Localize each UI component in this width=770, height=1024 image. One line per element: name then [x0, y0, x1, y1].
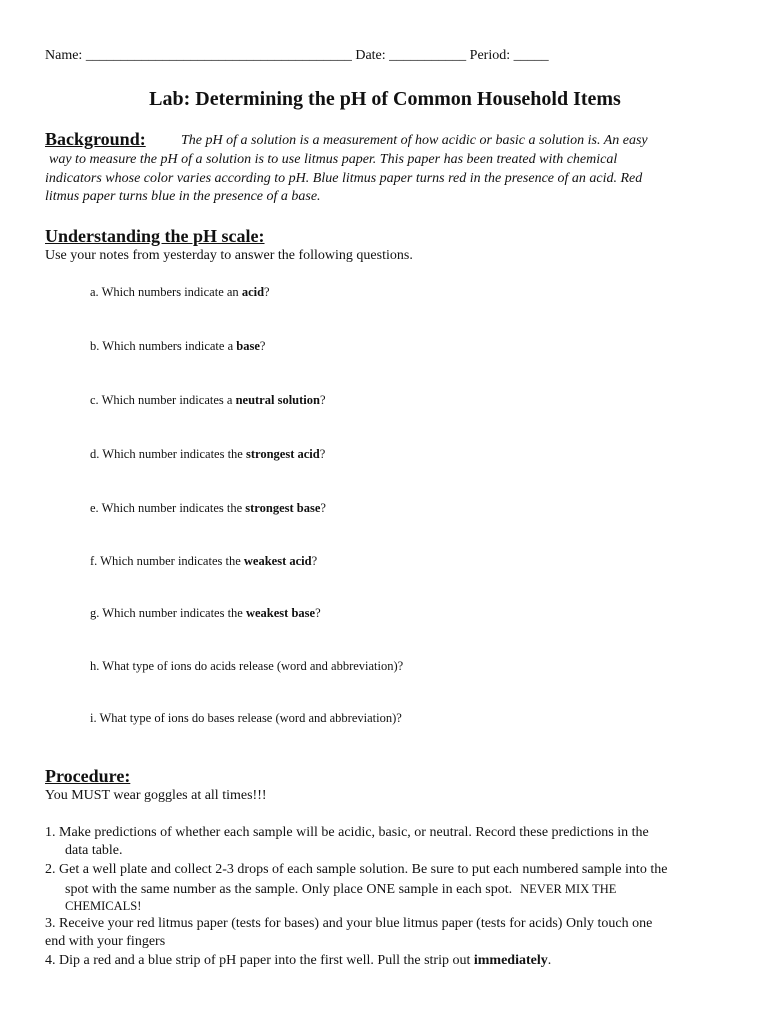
- name-label: Name:: [45, 48, 83, 63]
- step-4: 4. Dip a red and a blue strip of pH paper into the first well. Pull the strip out immediately.: [45, 953, 552, 968]
- period-label: Period:: [469, 48, 511, 63]
- step-3-line-1: 3. Receive your red litmus paper (tests for bases) and your blue litmus paper (tests for acids) Only touch one: [45, 916, 653, 931]
- question-e: e. Which number indicates the strongest base?: [90, 501, 326, 515]
- question-h: h. What type of ions do acids release (word and abbreviation)?: [90, 659, 404, 673]
- question-c: c. Which number indicates a neutral solution?: [90, 393, 326, 407]
- step-1-line-1: 1. Make predictions of whether each sample will be acidic, basic, or neutral. Record these predictions in the: [45, 825, 649, 840]
- goggles-warning: You MUST wear goggles at all times!!!: [45, 788, 267, 803]
- background-heading: Background:: [45, 129, 146, 149]
- background-line-4: litmus paper turns blue in the presence of a base.: [45, 189, 321, 204]
- procedure-heading: Procedure:: [45, 766, 131, 786]
- date-label: Date:: [355, 48, 386, 63]
- step-1-line-2: data table.: [65, 843, 123, 858]
- period-field[interactable]: _____: [513, 48, 549, 63]
- step-2-line-3: CHEMICALS!: [65, 899, 142, 913]
- background-line-1: The pH of a solution is a measurement of how acidic or basic a solution is. An easy: [181, 133, 648, 148]
- question-f: f. Which number indicates the weakest acid?: [90, 554, 318, 568]
- question-a: a. Which numbers indicate an acid?: [90, 285, 270, 299]
- question-d: d. Which number indicates the strongest acid?: [90, 447, 326, 461]
- understanding-heading: Understanding the pH scale:: [45, 226, 265, 246]
- never-mix-warning: NEVER MIX THE: [520, 882, 617, 896]
- name-field[interactable]: ______________________________________: [85, 48, 352, 63]
- header-line: [45, 48, 549, 64]
- question-g: g. Which number indicates the weakest base?: [90, 606, 321, 620]
- step-2-line-2: spot with the same number as the sample. Only place ONE sample in each spot. NEVER MIX THE: [65, 882, 617, 897]
- page-title: Lab: Determining the pH of Common Household Items: [149, 88, 621, 110]
- background-line-2: way to measure the pH of a solution is to use litmus paper. This paper has been treated with chemical: [49, 152, 618, 167]
- question-i: i. What type of ions do bases release (word and abbreviation)?: [90, 711, 402, 725]
- step-2-line-1: 2. Get a well plate and collect 2-3 drops of each sample solution. Be sure to put each numbered sample into the: [45, 862, 668, 877]
- understanding-intro: Use your notes from yesterday to answer the following questions.: [45, 248, 413, 263]
- step-3-line-2: end with your fingers: [45, 934, 166, 949]
- background-line-3: indicators whose color varies according to pH. Blue litmus paper turns red in the presence of an acid. Red: [45, 171, 643, 186]
- date-field[interactable]: ___________: [389, 48, 467, 63]
- question-b: b. Which numbers indicate a base?: [90, 339, 266, 353]
